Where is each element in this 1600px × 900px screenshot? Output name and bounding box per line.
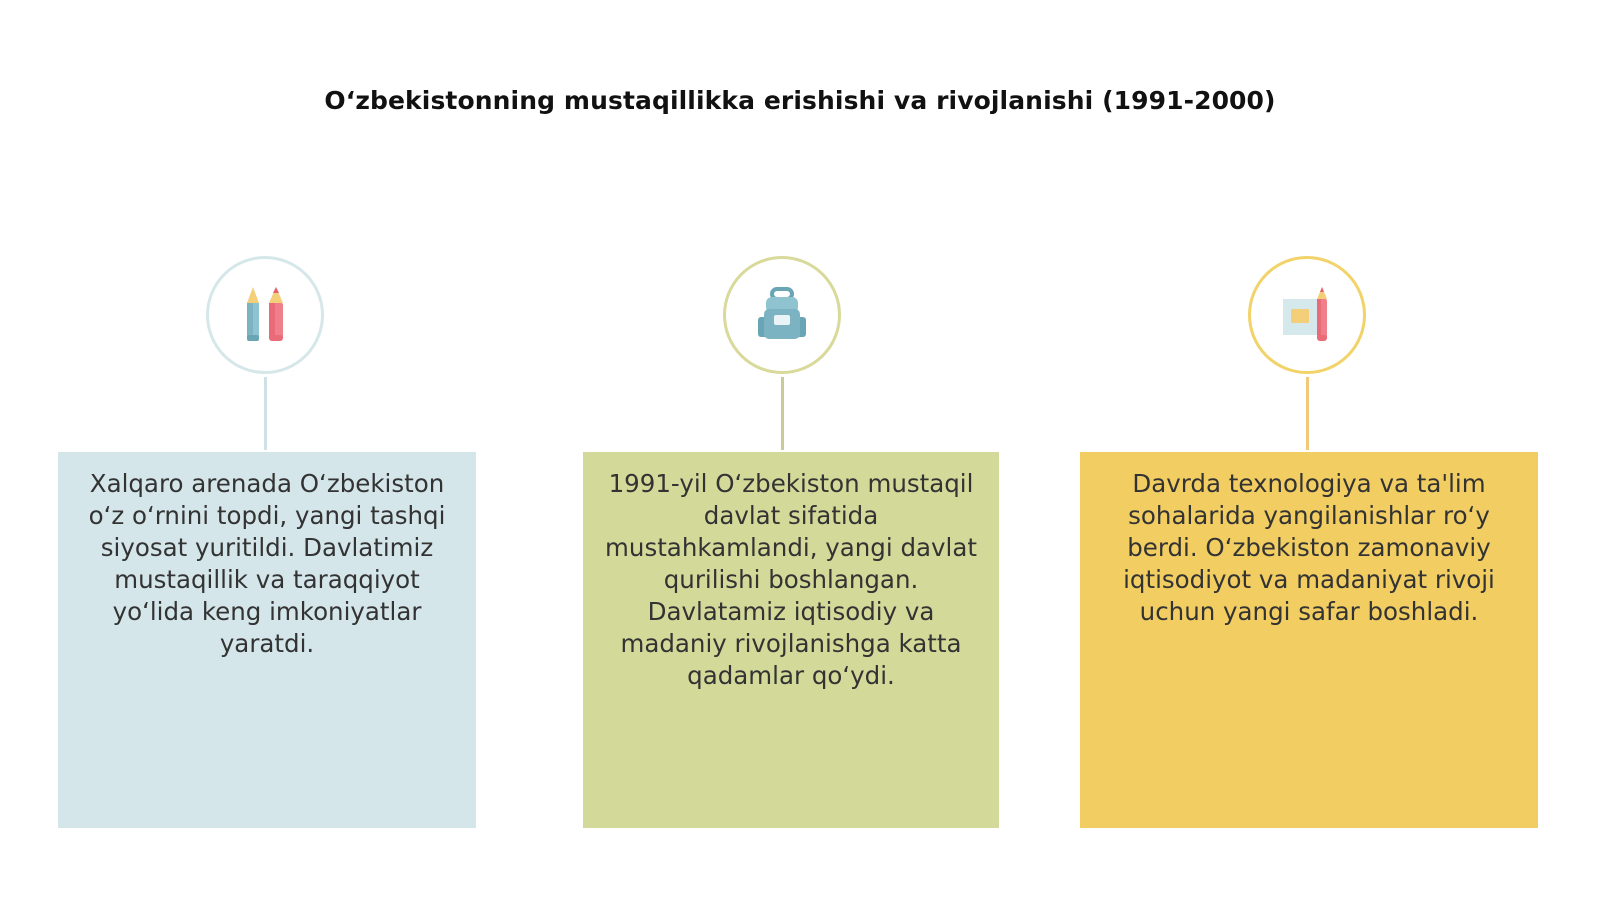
backpack-icon [750, 283, 814, 347]
icon-circle-3 [1248, 256, 1366, 374]
connector-line-2 [781, 377, 784, 450]
connector-line-3 [1306, 377, 1309, 450]
card-column-3 [1080, 0, 1538, 900]
connector-line-1 [264, 377, 267, 450]
card-text-1: Xalqaro arenada O‘zbekiston o‘z o‘rnini topdi, yangi tashqi siyosat yuritildi. Davlatimiz mustaqillik va taraqqiyot yo‘lida keng imkoniyatlar yaratdi. [88, 469, 446, 658]
card-text-box-3 [1080, 452, 1538, 828]
pencils-icon [237, 283, 293, 347]
icon-circle-1 [206, 256, 324, 374]
card-column-2 [583, 0, 999, 900]
card-text-box-2 [583, 452, 999, 828]
notebook-pencil-icon [1277, 283, 1337, 347]
card-column-1 [58, 0, 476, 900]
card-text-2: 1991-yil O‘zbekiston mustaqil davlat sifatida mustahkamlandi, yangi davlat qurilishi boshlangan. Davlatamiz iqtisodiy va madaniy rivojlanishga katta qadamlar qo‘ydi. [605, 469, 977, 690]
card-text-box-1 [58, 452, 476, 828]
icon-circle-2 [723, 256, 841, 374]
card-text-3: Davrda texnologiya va ta'lim sohalarida yangilanishlar ro‘y berdi. O‘zbekiston zamonaviy iqtisodiyot va madaniyat rivoji uchun yangi safar boshladi. [1123, 469, 1495, 626]
page-title: O‘zbekistonning mustaqillikka erishishi va rivojlanishi (1991-2000) [324, 86, 1276, 115]
